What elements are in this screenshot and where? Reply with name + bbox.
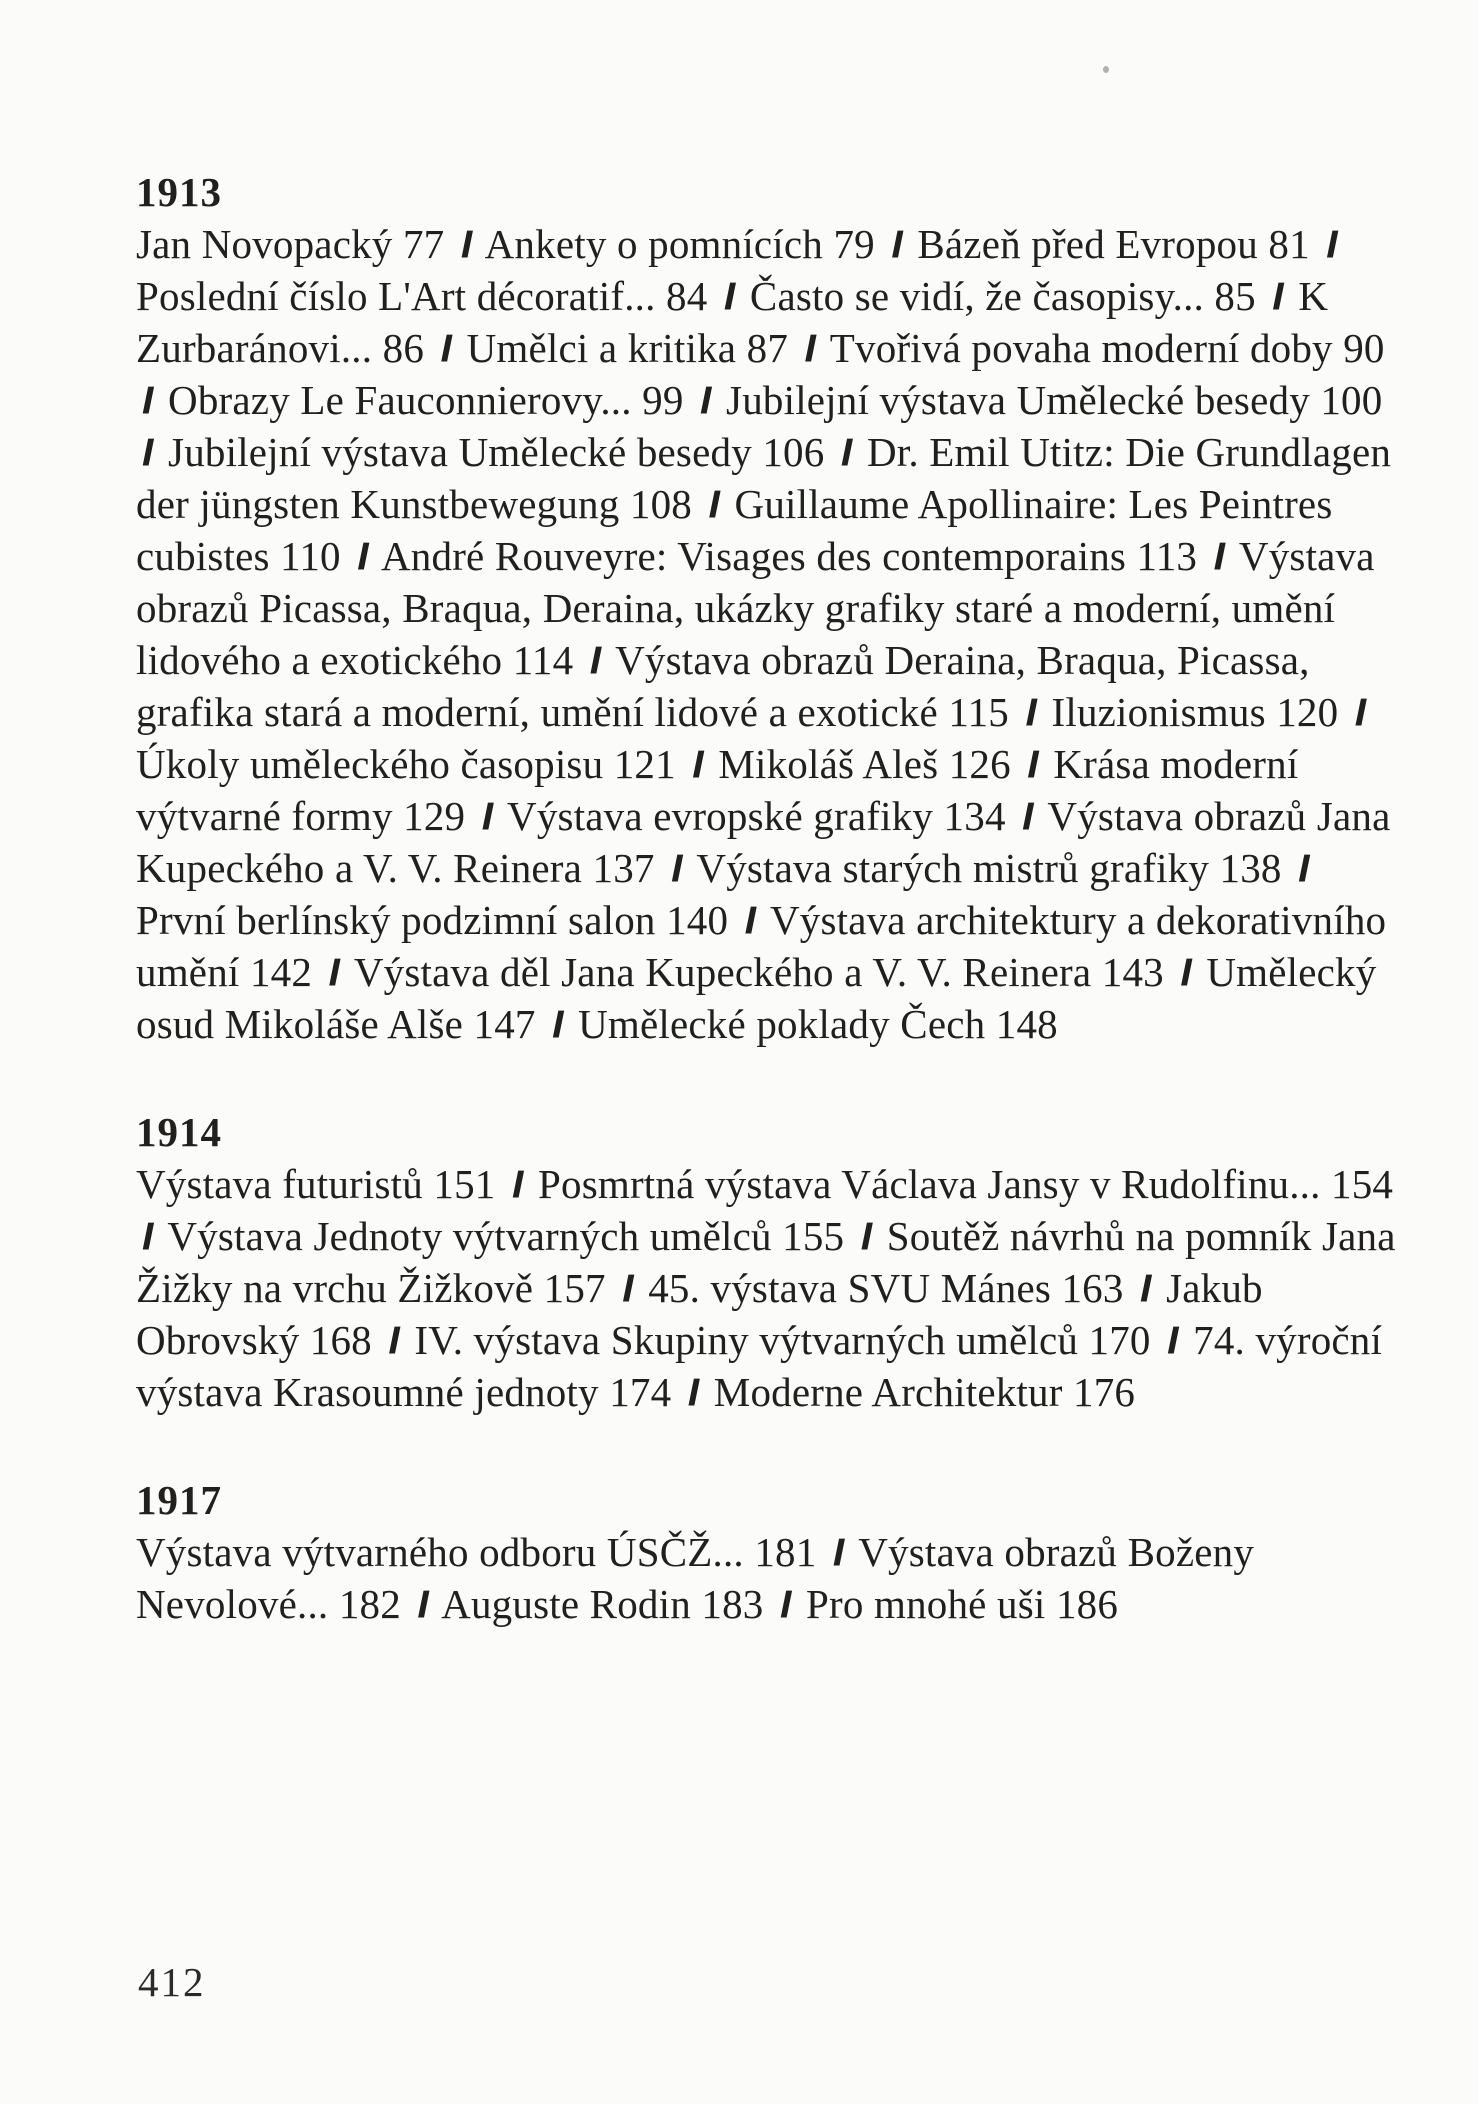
entry-page-number: 110: [280, 533, 341, 579]
entry-title: Posmrtná výstava Václava Jansy v Rudolfinu...: [538, 1161, 1321, 1207]
toc-entry: [168, 377, 684, 423]
entry-separator: I: [779, 1582, 792, 1626]
entry-title: Iluzionismus: [1051, 689, 1266, 735]
entry-separator: I: [687, 1370, 700, 1414]
entry-page-number: 99: [642, 377, 684, 423]
entry-page-number: 86: [382, 325, 425, 371]
entry-page-number: 170: [1088, 1317, 1151, 1363]
entry-page-number: 142: [249, 949, 313, 995]
entry-separator: I: [804, 326, 817, 370]
entry-title: Umělecký osud Mikoláše Alše: [136, 949, 1377, 1047]
toc-entry: [136, 897, 728, 943]
entry-separator: I: [1326, 222, 1338, 266]
entry-title: Soutěž návrhů na pomník Jana Žižky na vrchu Žižkově: [136, 1213, 1396, 1311]
entry-title: Jubilejní výstava Umělecké besedy: [726, 377, 1310, 423]
entry-page-number: 77: [402, 221, 445, 267]
toc-section-1913: [136, 166, 1398, 1050]
entry-title: Výstava starých mistrů grafiky: [696, 845, 1210, 891]
entry-separator: I: [142, 378, 154, 422]
entry-separator: I: [511, 1162, 524, 1206]
entry-page-number: 100: [1320, 377, 1383, 423]
entry-title: Výstava obrazů Boženy Nevolové...: [136, 1529, 1255, 1627]
entry-separator: I: [840, 430, 853, 474]
entry-separator: I: [708, 482, 721, 526]
toc-entry: [136, 1161, 496, 1207]
entry-page-number: 151: [433, 1161, 496, 1207]
entry-page-number: 87: [746, 325, 789, 371]
entry-page-number: 121: [613, 741, 676, 787]
entry-separator: I: [440, 326, 453, 370]
toc-entry: [750, 273, 1256, 319]
entry-page-number: 138: [1219, 845, 1282, 891]
entry-title: K Zurbaránovi...: [136, 273, 1329, 371]
entry-title: Moderne Architektur: [713, 1369, 1063, 1415]
entry-title: IV. výstava Skupiny výtvarných umělců: [414, 1317, 1079, 1363]
entry-title: Jakub Obrovský: [136, 1265, 1263, 1363]
entry-title: Krása moderní výtvarné formy: [136, 741, 1299, 839]
entry-title: Dr. Emil Utitz: Die Grundlagen der jüngsten Kunstbewegung: [136, 429, 1392, 527]
toc-entry: [1052, 689, 1339, 735]
entry-page-number: 143: [1101, 949, 1164, 995]
entry-title: Mikoláš Aleš: [718, 741, 939, 787]
entry-title: Umělci a kritika: [466, 325, 737, 371]
entry-page-number: 157: [543, 1265, 606, 1311]
entry-title: André Rouveyre: Visages des contemporains: [381, 533, 1127, 579]
toc-entry: [467, 325, 788, 371]
entry-separator: I: [388, 1318, 400, 1362]
table-of-contents: [136, 166, 1398, 1630]
entry-page-number: 129: [403, 793, 466, 839]
entry-separator: I: [1272, 274, 1284, 318]
entry-separator: I: [1022, 794, 1034, 838]
toc-entry: [354, 949, 1164, 995]
entry-page-number: 106: [762, 429, 825, 475]
entry-page-number: 174: [609, 1369, 672, 1415]
entry-separator: I: [1180, 950, 1192, 994]
entry-separator: I: [832, 1530, 845, 1574]
entry-separator: I: [460, 222, 473, 266]
entry-title: Tvořivá povaha moderní doby: [829, 325, 1333, 371]
toc-entry: [696, 845, 1281, 891]
entry-title: 45. výstava SVU Mánes: [648, 1265, 1052, 1311]
entry-title: Jubilejní výstava Umělecké besedy: [168, 429, 752, 475]
entry-title: Ankety o pomnících: [484, 221, 823, 267]
entry-page-number: 115: [948, 689, 1009, 735]
toc-entry: [136, 221, 444, 267]
entry-title: Výstava obrazů Picassa, Braqua, Deraina, ukázky grafiky staré a moderní, umění lidového a exotického: [136, 533, 1375, 683]
entry-page-number: 147: [473, 1001, 536, 1047]
entry-separator: I: [1167, 1318, 1179, 1362]
toc-entry: [578, 1001, 1058, 1047]
entry-separator: I: [692, 742, 704, 786]
section-entry-list: [136, 1158, 1398, 1418]
toc-entry: [414, 1317, 1150, 1363]
entry-page-number: 114: [512, 637, 574, 683]
entry-separator: I: [1298, 846, 1310, 890]
toc-entry: [917, 221, 1309, 267]
entry-title: Umělecké poklady Čech: [578, 1001, 986, 1047]
entry-title: Úkoly uměleckého časopisu: [136, 741, 604, 787]
entry-page-number: 181: [754, 1529, 817, 1575]
toc-entry: [648, 1265, 1123, 1311]
entry-page-number: 140: [666, 897, 729, 943]
entry-separator: I: [671, 846, 683, 890]
toc-entry: [538, 1161, 1393, 1207]
toc-section-1914: [136, 1106, 1398, 1418]
entry-page-number: 137: [592, 845, 655, 891]
entry-page-number: 176: [1073, 1369, 1136, 1415]
entry-separator: I: [1140, 1266, 1152, 1310]
entry-separator: I: [700, 378, 712, 422]
entry-title: Výstava obrazů Deraina, Braqua, Picassa, grafika stará a moderní, umění lidové a exotické: [136, 637, 1310, 735]
entry-separator: I: [1027, 742, 1039, 786]
entry-title: Výstava výtvarného odboru ÚSČŽ...: [136, 1529, 744, 1575]
entry-separator: I: [622, 1266, 634, 1310]
entry-title: Auguste Rodin: [441, 1581, 691, 1627]
entry-page-number: 113: [1136, 533, 1198, 579]
entry-page-number: 79: [833, 221, 875, 267]
entry-separator: I: [744, 898, 757, 942]
entry-page-number: 183: [701, 1581, 764, 1627]
entry-title: Výstava architektury a dekorativního umění: [136, 897, 1387, 995]
section-year-heading: 1917: [136, 1477, 222, 1523]
entry-page-number: 182: [338, 1581, 401, 1627]
entry-page-number: 85: [1214, 273, 1256, 319]
entry-page-number: 155: [782, 1213, 845, 1259]
entry-title: Výstava děl Jana Kupeckého a V. V. Reinera: [353, 949, 1092, 995]
section-entry-list: [136, 218, 1398, 1050]
entry-title: Výstava futuristů: [136, 1161, 423, 1207]
entry-separator: I: [589, 638, 602, 682]
section-year-heading: 1914: [136, 1109, 222, 1155]
toc-entry: [726, 377, 1382, 423]
entry-separator: I: [481, 794, 494, 838]
toc-section-1917: [136, 1474, 1398, 1630]
section-entry-list: [136, 1526, 1398, 1630]
entry-title: Pro mnohé uši: [805, 1581, 1046, 1627]
entry-title: Výstava Jednoty výtvarných umělců: [167, 1213, 772, 1259]
entry-page-number: 81: [1268, 221, 1310, 267]
entry-separator: I: [328, 950, 341, 994]
entry-title: 74. výroční výstava Krasoumné jednoty: [136, 1317, 1383, 1415]
entry-page-number: 134: [943, 793, 1006, 839]
toc-entry: [718, 741, 1011, 787]
page-number: 412: [138, 1959, 206, 2005]
entry-page-number: 154: [1331, 1161, 1394, 1207]
toc-entry: [441, 1581, 763, 1627]
entry-separator: I: [357, 534, 369, 578]
entry-title: Výstava evropské grafiky: [507, 793, 934, 839]
toc-entry: [167, 1213, 844, 1259]
entry-separator: I: [860, 1214, 873, 1258]
toc-entry: [714, 1369, 1135, 1415]
entry-page-number: 84: [666, 273, 708, 319]
entry-separator: I: [1025, 690, 1038, 734]
entry-title: První berlínský podzimní salon: [136, 897, 656, 943]
entry-title: Guillaume Apollinaire: Les Peintres cubistes: [136, 481, 1333, 579]
toc-entry: [806, 1581, 1118, 1627]
entry-title: Často se vidí, že časopisy...: [749, 273, 1204, 319]
toc-entry: [507, 793, 1006, 839]
toc-entry: [830, 325, 1385, 371]
entry-separator: I: [552, 1002, 564, 1046]
entry-separator: I: [142, 430, 154, 474]
entry-title: Výstava obrazů Jana Kupeckého a V. V. Reinera: [136, 793, 1391, 891]
entry-page-number: 126: [948, 741, 1011, 787]
entry-page-number: 148: [995, 1001, 1058, 1047]
toc-entry: [168, 429, 824, 475]
toc-entry: [485, 221, 875, 267]
entry-title: Poslední číslo L'Art décoratif...: [136, 273, 656, 319]
entry-page-number: 186: [1055, 1581, 1119, 1627]
entry-page-number: 90: [1343, 325, 1385, 371]
toc-entry: [381, 533, 1197, 579]
scan-artifact-dot: [1103, 66, 1109, 73]
entry-separator: I: [142, 1214, 154, 1258]
entry-page-number: 163: [1061, 1265, 1124, 1311]
toc-entry: [136, 1529, 816, 1575]
toc-entry: [136, 273, 707, 319]
entry-separator: I: [1213, 534, 1226, 578]
entry-separator: I: [723, 274, 736, 318]
entry-title: Obrazy Le Fauconnierovy...: [168, 377, 632, 423]
entry-separator: I: [1354, 690, 1367, 734]
section-year-heading: 1913: [136, 169, 222, 215]
entry-page-number: 108: [629, 481, 693, 527]
entry-page-number: 120: [1276, 689, 1339, 735]
entry-title: Jan Novopacký: [136, 221, 393, 267]
entry-separator: I: [417, 1582, 429, 1626]
toc-entry: [136, 741, 676, 787]
entry-title: Bázeň před Evropou: [917, 221, 1258, 267]
entry-separator: I: [891, 222, 903, 266]
entry-page-number: 168: [309, 1317, 372, 1363]
